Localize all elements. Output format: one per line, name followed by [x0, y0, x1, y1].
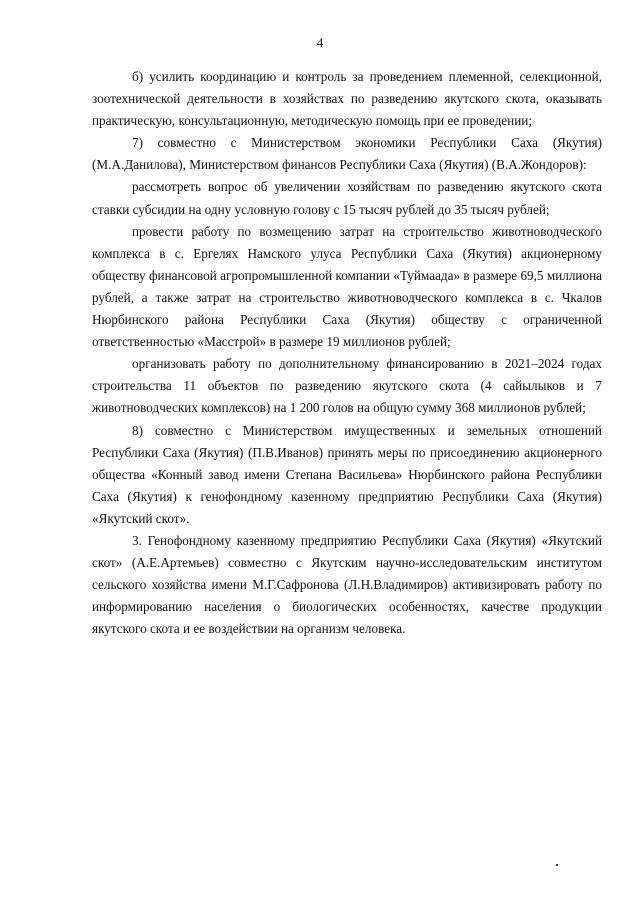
- scan-speck: [556, 864, 558, 866]
- paragraph-8: 8) совместно с Министерством имущественных и земельных отношений Республики Саха (Якутия) (П.В.Иванов) принять меры по присоединению акционерного общества «Конный завод имени Степана Васильева» Нюрбинского района Республики Саха (Якутия) к генофондному казенному предприятию Республики Саха (Якутия) «Якутский скот».: [92, 422, 602, 526]
- paragraph-7-subsidy: рассмотреть вопрос об увеличении хозяйствам по разведению якутского скота ставки субсидии на одну условную голову с 15 тысяч рублей до 35 тысяч рублей;: [92, 179, 602, 217]
- paragraph-7: 7) совместно с Министерством экономики Республики Саха (Якутия) (М.А.Данилова), Министерством финансов Республики Саха (Якутия) (В.А.Жондоров):: [92, 135, 602, 173]
- paragraph-7-financing: организовать работу по дополнительному финансированию в 2021–2024 годах строительства 11 объектов по разведению якутского скота (4 сайылыков и 7 животноводческих комплексов) на 1 200 голов на общую сумму 368 миллионов рублей;: [92, 356, 602, 416]
- paragraph-7-compensation: провести работу по возмещению затрат на строительство животноводческого комплекса в с. Ергелях Намского улуса Республики Саха (Якутия) акционерному обществу финансовой агропромышленной компании «Туймаада» в размере 69,5 миллиона рублей, а также затрат на строительство животноводческого комплекса в с. Чкалов Нюрбинского района Республики Саха (Якутия) обществу с ограниченной ответственностью «Масстрой» в размере 19 миллионов рублей;: [92, 223, 602, 350]
- paragraph-3: 3. Генофондному казенному предприятию Республики Саха (Якутия) «Якутский скот» (А.Е.Артемьев) совместно с Якутским научно-исследовательским институтом сельского хозяйства имени М.Г.Сафронова (Л.Н.Владимиров) активизировать работу по информированию населения о биологических особенностях, качестве продукции якутского скота и ее воздействии на организм человека.: [92, 532, 602, 637]
- document-body: [92, 66, 602, 640]
- paragraph-6b: б) усилить координацию и контроль за проведением племенной, селекционной, зоотехнической деятельности в хозяйствах по разведению якутского скота, оказывать практическую, консультационную, методическую помощь при ее проведении;: [92, 69, 602, 129]
- page-number: 4: [316, 35, 324, 50]
